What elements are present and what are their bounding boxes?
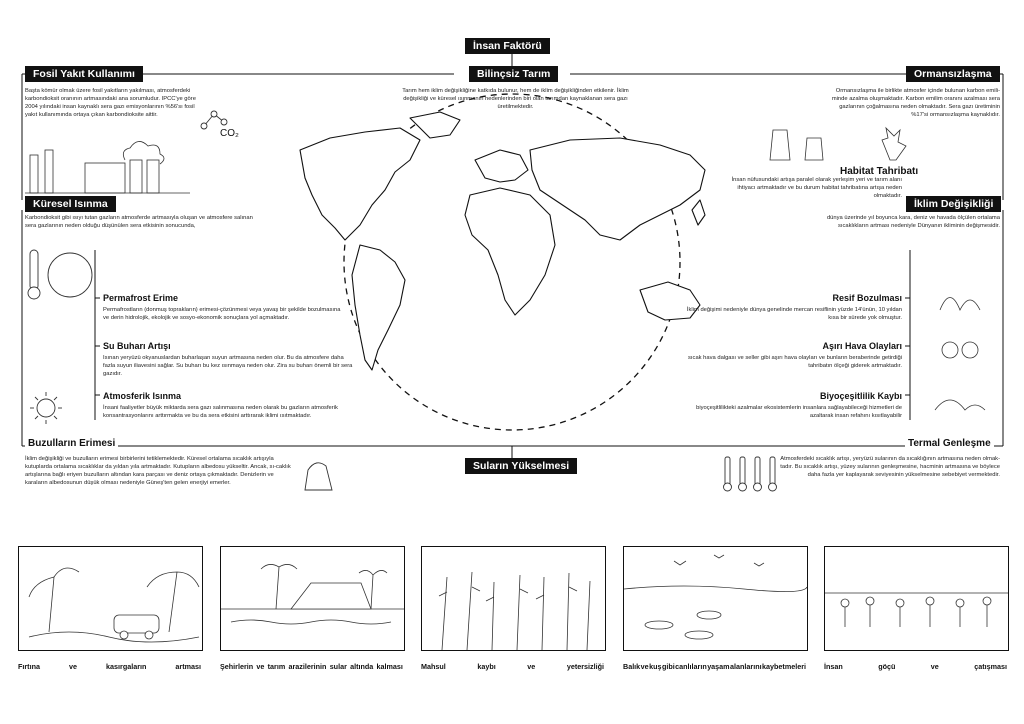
thermal-expansion-text: Atmosferdeki sıcaklık artışı, yeryüzü sularının da sıcaklığının artmasına neden olmak-tadır. Bu sıcaklık artışı, yüzey sularının genleşmesine, hacminin artmasına ve böylece daha fazla yer kaplayarak seviyesinin yükselmesine sebebiyet vermektedir. — [780, 456, 1000, 478]
caption-word: ve — [930, 662, 939, 671]
vapor-text: Isınan yeryüzü okyanuslardan buharlaşan suyun artmasına neden olur. Bu da atmosfere daha fazla suyun iliavesini sağlar. Su buharı bu kez ısınmaya neden olur. Zira su buharı önemli bir sera gazıdır. — [103, 355, 353, 377]
reef-text: İklim değişimi nedeniyle dünya genelinde mercan resiflinin yüzde 14'ünün, 10 yıldan kısa bir sürede yok olmuştur. — [686, 307, 902, 321]
polar-bear-illustration — [300, 455, 340, 495]
permafrost-title: Permafrost Erime — [103, 293, 179, 303]
sea-level-rise-title: Suların Yükselmesi — [465, 458, 577, 474]
caption-word: Mahsul — [421, 662, 446, 671]
panel-crop-loss — [421, 546, 606, 651]
deforestation-text: Ormansızlaşma ile birlikte atmosfer içinde bulunan karbon emili-minde azalma oluşmaktadır. Karbon emilim oranını azalması sera gazlarının çoğalmasına neden olmaktadır. Sera gazı üretiminin %17'si ormansızlaşma kaynaklıdır. — [831, 88, 1000, 118]
caption-word: Şehirlerin — [220, 662, 254, 671]
unconscious-farming-title: Bilinçsiz Tarım — [469, 66, 558, 82]
deforestation-title: Ormansızlaşma — [906, 66, 1000, 82]
migration-illustration — [825, 547, 1008, 650]
caption-crop-loss — [421, 662, 604, 671]
fish-birds-illustration — [624, 547, 807, 650]
caption-word: Balık — [623, 662, 641, 671]
caption-word: altında — [350, 662, 374, 671]
caption-word: Fırtına — [18, 662, 40, 671]
caption-floods — [220, 662, 403, 671]
panel-migration — [824, 546, 1009, 651]
caption-word: yaşam — [707, 662, 730, 671]
caption-word: sular — [329, 662, 347, 671]
caption-word: yetersizliği — [566, 662, 604, 671]
caption-word: ve — [527, 662, 536, 671]
glacier-title: Buzulların Erimesi — [25, 438, 118, 449]
caption-word: göçü — [878, 662, 896, 671]
caption-word: İnsan — [824, 662, 843, 671]
co2-molecule-icon — [198, 108, 228, 132]
vapor-title: Su Buharı Artışı — [103, 341, 171, 351]
atmospheric-warming-text: İnsani faaliyetler büyük miktarda sera gazı salınmasına neden olarak bu gazların atmosferik konsantrasyonlarını arttırmakta ve bu da sera etkisini arttırarak iklimi ısıtmaktadır. — [103, 405, 338, 419]
thermal-expansion-title: Termal Genleşme — [905, 438, 994, 449]
reef-title: Resif Bozulması — [832, 293, 902, 303]
caption-word: canlıların — [675, 662, 707, 671]
caption-word: artması — [175, 662, 201, 671]
permafrost-text: Permafrostların (donmuş toprakların) erimesi-çözünmesi veya yavaş bir şekilde bozulmasına ve derin hidrolojik, ekolojik ve sosyo-ekonomik sonuçlara yol açmaktadır. — [103, 307, 341, 321]
human-factor-title: İnsan Faktörü — [465, 38, 550, 54]
factory-illustration — [25, 125, 225, 195]
atmospheric-warming-title: Atmosferik Isınma — [103, 391, 182, 401]
caption-migration — [824, 662, 1007, 671]
extreme-weather-title: Aşırı Hava Olayları — [822, 341, 902, 351]
global-warming-text: Karbondioksit gibi ısıyı tutan gazların atmosferde artmasıyla oluşan ve atmosfere salınan sera gazlarının neden olduğu düşünülen sera etkisinin sonucunda, — [25, 215, 253, 229]
climate-change-title: İklim Değişikliği — [906, 196, 1001, 212]
panel-storms — [18, 546, 203, 651]
glacier-text: İklim değişikliği ve buzulların erimesi birbirlerini tetiklemektedir. Küresel ortalama sıcaklık artışıyla kutuplarda ortalama sıcaklıklar da yıldan yıla artmaktadır. Kutupların albedosu yükseltir. Ancak, sı-caklık artışlarına bağlı eriyen buzulların altından kara parçası ve deniz ortaya çıkmaktadır. Denizlerin ve karaların albedosunun düşük olması nedeniyle Güneş'ten gelen enerjiyi emerler. — [25, 456, 291, 486]
caption-word: ve — [640, 662, 649, 671]
extreme-weather-text: sıcak hava dalgası ve seller gibi aşırı hava olayları ve bunların beraberinde getirdiği tahribatın ölçeği giderek artmaktadır. — [688, 355, 902, 369]
caption-word: alanlarını — [730, 662, 762, 671]
habitat-text: İnsan nüfusundaki artışa paralel olarak yerleşim yeri ve tarım alanı ihtiyacı artmaktadır ve bu durum habitat tahribatına artışa neden olmaktadır. — [731, 177, 902, 199]
caption-word: ve — [69, 662, 77, 671]
fossil-fuel-title: Fosil Yakıt Kullanımı — [25, 66, 143, 82]
panel-habitat-loss — [623, 546, 808, 651]
caption-word: kasırgaların — [106, 662, 147, 671]
farming-text: Tarım hem iklim değişikliğine katkıda bulunur, hem de iklim değişikliğinden etkilenir. İklim değişikliği ve küresel ısınmanın nedenlerinden biri olan tarımdan kaynaklanan sera gazı üretilmektedir. — [402, 88, 629, 110]
co2-label: CO₂ — [220, 128, 239, 139]
caption-storms — [18, 662, 201, 671]
caption-word: arazilerinin — [288, 662, 327, 671]
caption-word: tarım — [267, 662, 286, 671]
crop-loss-illustration — [422, 547, 605, 650]
panel-floods — [220, 546, 405, 651]
reef-illustration — [930, 280, 990, 430]
thermometers-icon — [720, 455, 780, 495]
caption-word: kalması — [376, 662, 403, 671]
flood-scene-illustration — [221, 547, 404, 650]
thermometer-earth-icon — [22, 245, 92, 305]
climate-change-text: dünya üzerinde yıl boyunca kara, deniz ve havada ölçülen ortalama sıcaklıkların artması nedeniyle Dünyanın ikliminin değişmesidir. — [826, 215, 1000, 229]
fossil-fuel-text: Başta kömür olmak üzere fosil yakıtların yakılması, atmosferdeki karbondioksit oranının artmasındaki ana sorumludur. IPCC'ye göre 2004 yılındaki insan kaynaklı sera gazı emisyonlarının %56'sı fosil yakıt kullanımında ortaya çıkan karbondioksite aittir. — [25, 88, 196, 118]
sun-icon — [28, 390, 64, 426]
caption-word: kaybetmeleri — [762, 662, 806, 671]
global-warming-title: Küresel Isınma — [25, 196, 116, 212]
habitat-title: Habitat Tahribatı — [840, 166, 919, 177]
caption-word: kaybı — [477, 662, 496, 671]
caption-word: kuş — [649, 662, 662, 671]
tree-stumps-illustration — [765, 120, 905, 165]
biodiversity-title: Biyoçeşitlilik Kaybı — [819, 391, 902, 401]
biodiversity-text: biyoçeşitlilikteki azalmalar ekosistemlerin insanlara sağlayabileceği hizmetleri de azaltarak insan refahını kısıtlayabilir — [696, 405, 902, 419]
caption-word: ve — [256, 662, 265, 671]
caption-word: gibi — [661, 662, 675, 671]
caption-word: çatışması — [974, 662, 1007, 671]
caption-habitat-loss — [623, 662, 806, 671]
storm-scene-illustration — [19, 547, 202, 650]
